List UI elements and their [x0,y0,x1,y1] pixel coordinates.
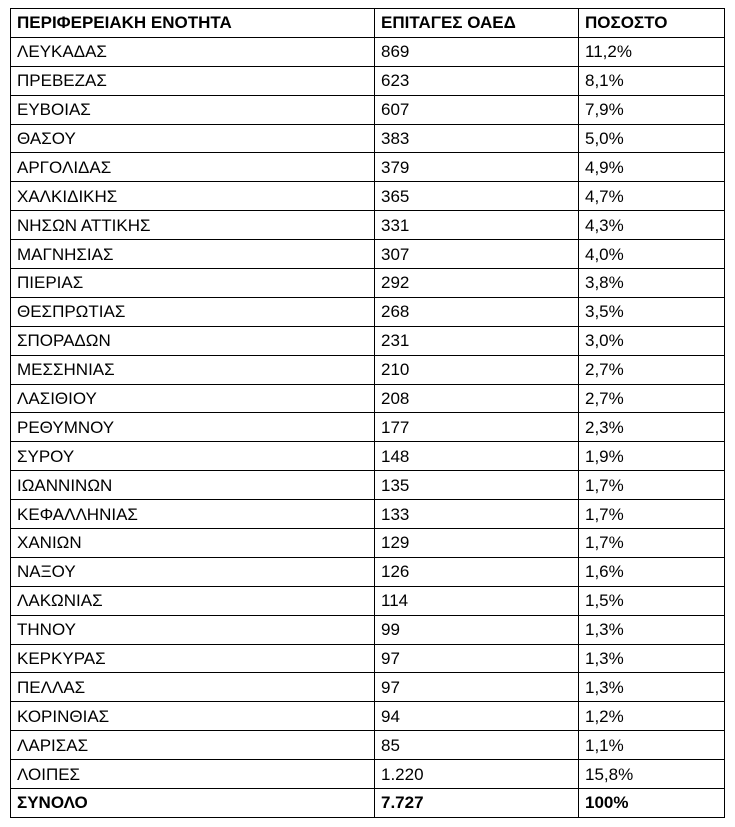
table-row [11,326,725,355]
region-cell: ΛΑΣΙΘΙΟΥ [11,384,375,413]
total-label: ΣΥΝΟΛΟ [11,789,375,818]
table-row [11,37,725,66]
count-cell: 331 [375,211,579,240]
percentage-cell: 7,9% [579,95,725,124]
region-cell: ΚΕΡΚΥΡΑΣ [11,644,375,673]
percentage-cell: 4,9% [579,153,725,182]
table-row [11,95,725,124]
region-cell: ΝΗΣΩΝ ΑΤΤΙΚΗΣ [11,211,375,240]
total-count: 7.727 [375,789,579,818]
count-cell: 307 [375,240,579,269]
region-cell: ΘΑΣΟΥ [11,124,375,153]
count-cell: 869 [375,37,579,66]
percentage-cell: 1,7% [579,500,725,529]
region-cell: ΛΑΚΩΝΙΑΣ [11,586,375,615]
header-count: ΕΠΙΤΑΓΕΣ ΟΑΕΔ [375,9,579,38]
percentage-cell: 1,9% [579,442,725,471]
region-cell: ΚΕΦΑΛΛΗΝΙΑΣ [11,500,375,529]
count-cell: 148 [375,442,579,471]
count-cell: 133 [375,500,579,529]
table-row [11,673,725,702]
percentage-cell: 3,8% [579,269,725,298]
percentage-cell: 4,3% [579,211,725,240]
total-percentage: 100% [579,789,725,818]
header-region: ΠΕΡΙΦΕΡΕΙΑΚΗ ΕΝΟΤΗΤΑ [11,9,375,38]
percentage-cell: 1,2% [579,702,725,731]
percentage-cell: 1,7% [579,529,725,558]
percentage-cell: 5,0% [579,124,725,153]
region-cell: ΧΑΛΚΙΔΙΚΗΣ [11,182,375,211]
region-cell: ΘΕΣΠΡΩΤΙΑΣ [11,297,375,326]
count-cell: 99 [375,615,579,644]
percentage-cell: 1,6% [579,557,725,586]
region-cell: ΣΠΟΡΑΔΩΝ [11,326,375,355]
table-row [11,413,725,442]
percentage-cell: 11,2% [579,37,725,66]
table-row [11,211,725,240]
count-cell: 210 [375,355,579,384]
table-row [11,442,725,471]
count-cell: 268 [375,297,579,326]
percentage-cell: 1,5% [579,586,725,615]
table-row [11,586,725,615]
region-cell: ΛΑΡΙΣΑΣ [11,731,375,760]
table-row [11,731,725,760]
table-row [11,702,725,731]
data-table [10,8,725,818]
percentage-cell: 2,3% [579,413,725,442]
count-cell: 129 [375,529,579,558]
region-cell: ΛΕΥΚΑΔΑΣ [11,37,375,66]
table-row [11,384,725,413]
count-cell: 607 [375,95,579,124]
region-cell: ΑΡΓΟΛΙΔΑΣ [11,153,375,182]
count-cell: 94 [375,702,579,731]
region-cell: ΛΟΙΠΕΣ [11,760,375,789]
table-row [11,615,725,644]
count-cell: 97 [375,644,579,673]
region-cell: ΜΕΣΣΗΝΙΑΣ [11,355,375,384]
region-cell: ΤΗΝΟΥ [11,615,375,644]
region-cell: ΠΙΕΡΙΑΣ [11,269,375,298]
percentage-cell: 4,0% [579,240,725,269]
table-row [11,153,725,182]
region-cell: ΝΑΞΟΥ [11,557,375,586]
table-row [11,760,725,789]
count-cell: 292 [375,269,579,298]
percentage-cell: 1,3% [579,615,725,644]
region-cell: ΧΑΝΙΩΝ [11,529,375,558]
table-row [11,240,725,269]
percentage-cell: 15,8% [579,760,725,789]
table-row [11,355,725,384]
table-row [11,297,725,326]
percentage-cell: 2,7% [579,355,725,384]
table-row [11,644,725,673]
count-cell: 231 [375,326,579,355]
region-cell: ΠΕΛΛΑΣ [11,673,375,702]
percentage-cell: 2,7% [579,384,725,413]
table-row [11,124,725,153]
table-row [11,269,725,298]
table-row [11,182,725,211]
table-row [11,500,725,529]
count-cell: 365 [375,182,579,211]
percentage-cell: 3,0% [579,326,725,355]
percentage-cell: 3,5% [579,297,725,326]
count-cell: 126 [375,557,579,586]
region-cell: ΙΩΑΝΝΙΝΩΝ [11,471,375,500]
table-body [11,9,725,818]
percentage-cell: 1,1% [579,731,725,760]
count-cell: 379 [375,153,579,182]
percentage-cell: 1,7% [579,471,725,500]
region-cell: ΜΑΓΝΗΣΙΑΣ [11,240,375,269]
percentage-cell: 4,7% [579,182,725,211]
table-row [11,557,725,586]
table-row [11,66,725,95]
percentage-cell: 8,1% [579,66,725,95]
count-cell: 1.220 [375,760,579,789]
table-total-row [11,789,725,818]
percentage-cell: 1,3% [579,673,725,702]
count-cell: 114 [375,586,579,615]
region-cell: ΕΥΒΟΙΑΣ [11,95,375,124]
count-cell: 208 [375,384,579,413]
region-cell: ΚΟΡΙΝΘΙΑΣ [11,702,375,731]
count-cell: 623 [375,66,579,95]
count-cell: 97 [375,673,579,702]
region-cell: ΠΡΕΒΕΖΑΣ [11,66,375,95]
region-cell: ΣΥΡΟΥ [11,442,375,471]
percentage-cell: 1,3% [579,644,725,673]
count-cell: 383 [375,124,579,153]
count-cell: 177 [375,413,579,442]
count-cell: 85 [375,731,579,760]
region-cell: ΡΕΘΥΜΝΟΥ [11,413,375,442]
count-cell: 135 [375,471,579,500]
table-row [11,529,725,558]
header-percentage: ΠΟΣΟΣΤΟ [579,9,725,38]
table-row [11,471,725,500]
table-header-row [11,9,725,38]
